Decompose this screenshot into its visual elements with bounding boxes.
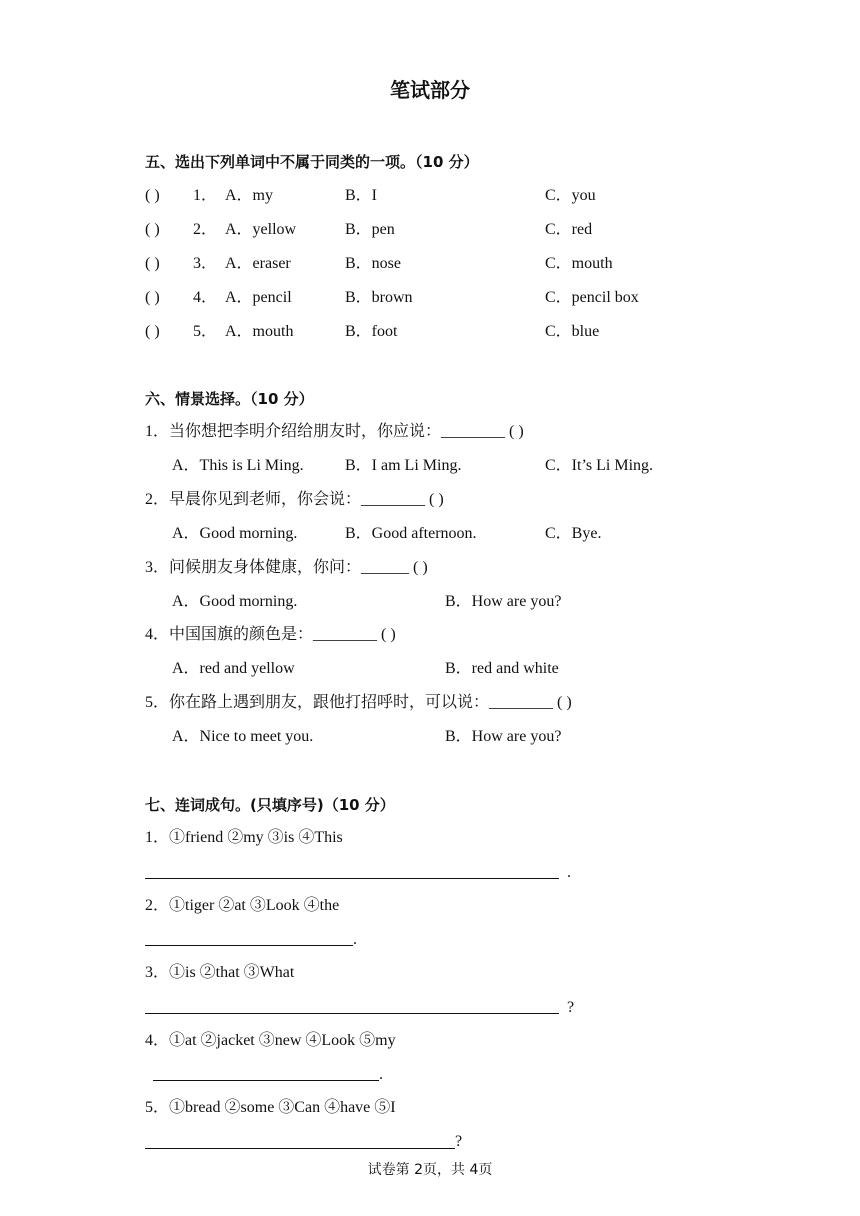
item-number: 5． [193, 323, 218, 340]
s6-question-2: 2．早晨你见到老师，你会说：________ ( ) [145, 491, 444, 508]
item-number: 3． [193, 255, 218, 272]
section-5-heading: 五、选出下列单词中不属于同类的一项。（10 分） [145, 153, 479, 171]
s6-q4-option-a: A．red and yellow [172, 660, 295, 677]
answer-line[interactable] [145, 878, 559, 879]
page-footer: 试卷第 2页，共 4页 [367, 1162, 493, 1178]
page-title: 笔试部分 [390, 78, 470, 102]
s7-question-2: 2．①tiger ②at ③Look ④the [145, 897, 340, 914]
section-7-heading: 七、连词成句。(只填序号)（10 分） [145, 796, 395, 814]
s6-q1-option-b: B．I am Li Ming. [345, 457, 462, 474]
option-a: A．pencil [225, 289, 292, 306]
s6-q2-option-b: B．Good afternoon. [345, 525, 477, 542]
option-a: A．eraser [225, 255, 291, 272]
option-a: A．my [225, 187, 274, 204]
s6-q5-option-a: A．Nice to meet you. [172, 728, 314, 745]
option-c: C．you [545, 187, 596, 204]
s7-question-3: 3．①is ②that ③What [145, 964, 295, 981]
option-b: B．brown [345, 289, 413, 306]
option-b: B．I [345, 187, 378, 204]
answer-blank[interactable]: ( ) [145, 221, 160, 238]
end-punctuation: ? [455, 1133, 463, 1150]
option-c: C．blue [545, 323, 600, 340]
option-b: B．foot [345, 323, 398, 340]
answer-line[interactable] [153, 1080, 379, 1081]
answer-blank[interactable]: ( ) [145, 323, 160, 340]
s6-question-4: 4．中国国旗的颜色是：________ ( ) [145, 626, 396, 643]
s7-question-5: 5．①bread ②some ③Can ④have ⑤I [145, 1099, 396, 1116]
item-number: 4． [193, 289, 218, 306]
s6-question-5: 5．你在路上遇到朋友，跟他打招呼时，可以说：________ ( ) [145, 694, 572, 711]
s6-question-3: 3．问候朋友身体健康，你问：______ ( ) [145, 559, 428, 576]
option-c: C．red [545, 221, 593, 238]
s6-q1-option-a: A．This is Li Ming. [172, 457, 304, 474]
answer-line[interactable] [145, 1013, 559, 1014]
answer-line[interactable] [145, 1148, 455, 1149]
item-number: 1． [193, 187, 218, 204]
option-b: B．pen [345, 221, 395, 238]
s7-question-1: 1．①friend ②my ③is ④This [145, 829, 343, 846]
s6-q5-option-b: B．How are you? [445, 728, 562, 745]
answer-blank[interactable]: ( ) [145, 289, 160, 306]
answer-blank[interactable]: ( ) [145, 187, 160, 204]
option-c: C．pencil box [545, 289, 639, 306]
s7-question-4: 4．①at ②jacket ③new ④Look ⑤my [145, 1032, 396, 1049]
answer-line[interactable] [145, 945, 353, 946]
option-c: C．mouth [545, 255, 613, 272]
s6-q4-option-b: B．red and white [445, 660, 559, 677]
option-a: A．yellow [225, 221, 297, 238]
section-6-heading: 六、情景选择。（10 分） [145, 390, 314, 408]
s6-question-1: 1．当你想把李明介绍给朋友时，你应说：________ ( ) [145, 423, 524, 440]
s6-q3-option-a: A．Good morning. [172, 593, 298, 610]
end-punctuation: . [353, 931, 357, 948]
s6-q1-option-c: C．It’s Li Ming. [545, 457, 654, 474]
item-number: 2． [193, 221, 218, 238]
option-a: A．mouth [225, 323, 294, 340]
end-punctuation: ? [567, 999, 575, 1016]
s6-q2-option-a: A．Good morning. [172, 525, 298, 542]
option-b: B．nose [345, 255, 402, 272]
end-punctuation: . [567, 864, 571, 881]
s6-q3-option-b: B．How are you? [445, 593, 562, 610]
answer-blank[interactable]: ( ) [145, 255, 160, 272]
end-punctuation: . [379, 1066, 383, 1083]
s6-q2-option-c: C．Bye. [545, 525, 602, 542]
